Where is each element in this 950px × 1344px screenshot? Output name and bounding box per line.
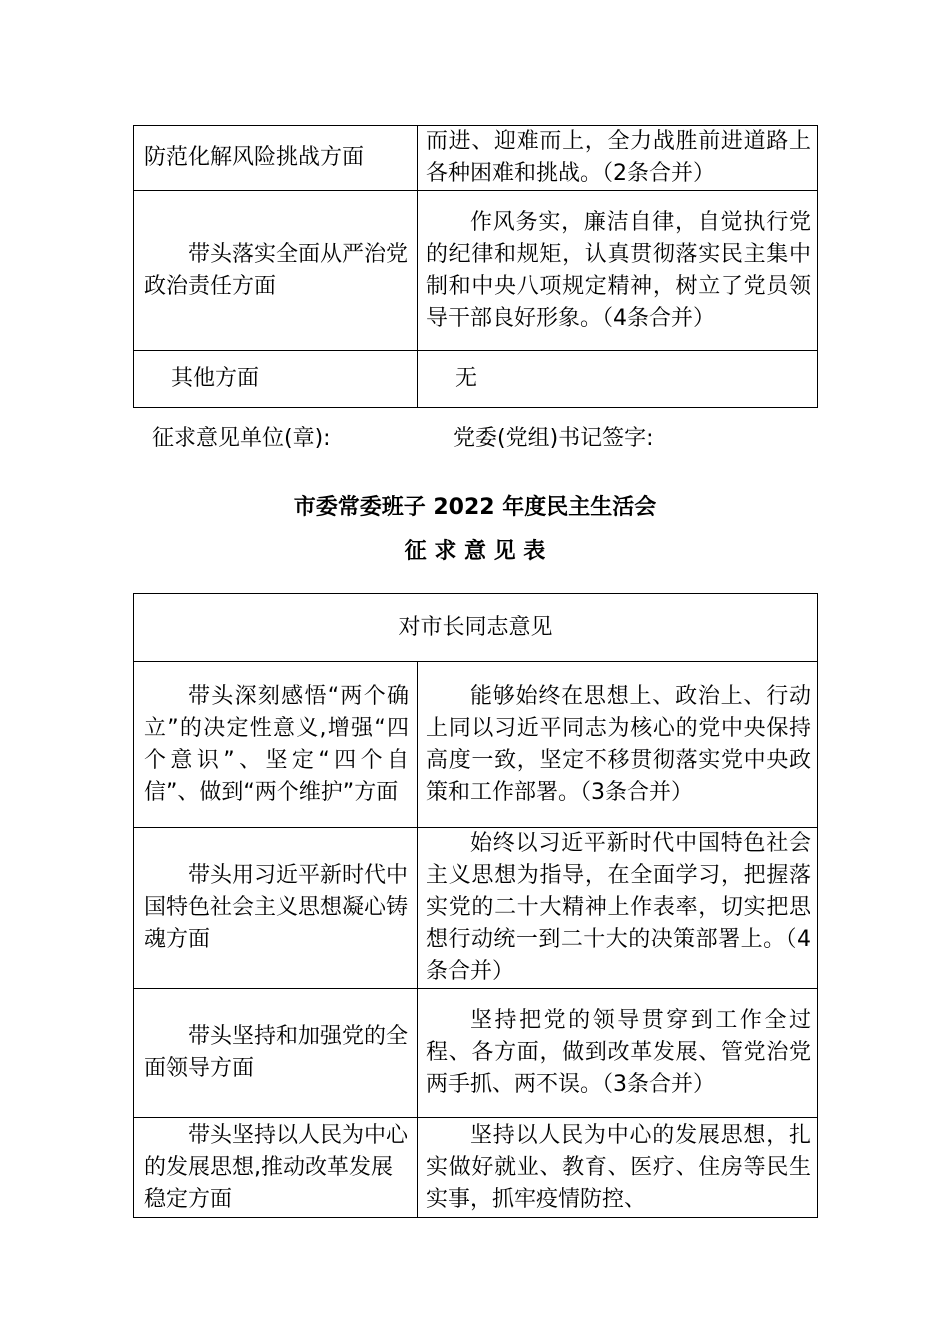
opinion-table: [133, 593, 818, 1218]
table-row: [134, 828, 818, 989]
table-row: [134, 662, 818, 828]
opinion-table-continued: [133, 125, 818, 408]
opinion-cell: 无: [418, 351, 818, 408]
secretary-signature-label: 党委(党组)书记签字:: [453, 426, 654, 451]
aspect-cell: 带头用习近平新时代中国特色社会主义思想凝心铸魂方面: [134, 828, 418, 989]
aspect-cell: 带头坚持以人民为中心的发展思想,推动改革发展稳定方面: [134, 1118, 418, 1218]
table-row: [134, 126, 818, 191]
table-row: [134, 351, 818, 408]
table-header-row: [134, 594, 818, 662]
document-title: 市委常委班子 2022 年度民主生活会: [293, 495, 657, 520]
opinion-cell: 能够始终在思想上、政治上、行动上同以习近平同志为核心的党中央保持高度一致，坚定不移贯彻落实党中央政策和工作部署。（3条合并）: [418, 662, 818, 828]
opinion-cell: 坚持以人民为中心的发展思想，扎实做好就业、教育、医疗、住房等民生实事，抓牢疫情防控、: [418, 1118, 818, 1218]
table-row: [134, 989, 818, 1118]
table-row: [134, 191, 818, 351]
unit-seal-label: 征求意见单位(章):: [152, 426, 331, 451]
table-header: 对市长同志意见: [134, 594, 818, 662]
opinion-cell: 坚持把党的领导贯穿到工作全过程、各方面，做到改革发展、管党治党两手抓、两不误。（3条合并）: [418, 989, 818, 1118]
opinion-cell: 而进、迎难而上，全力战胜前进道路上各种困难和挑战。（2条合并）: [418, 126, 818, 191]
aspect-cell: 防范化解风险挑战方面: [134, 126, 418, 191]
document-subtitle: 征 求 意 见 表: [404, 539, 546, 564]
opinion-cell: 作风务实，廉洁自律，自觉执行党的纪律和规矩，认真贯彻落实民主集中制和中央八项规定精神，树立了党员领导干部良好形象。（4条合并）: [418, 191, 818, 351]
table-row: [134, 1118, 818, 1218]
aspect-cell: 带头深刻感悟“两个确立”的决定性意义,增强“四个意识”、坚定“四个自信”、做到“两个维护”方面: [134, 662, 418, 828]
aspect-cell: 其他方面: [134, 351, 418, 408]
opinion-cell: 始终以习近平新时代中国特色社会主义思想为指导，在全面学习，把握落实党的二十大精神上作表率，切实把思想行动统一到二十大的决策部署上。（4条合并）: [418, 828, 818, 989]
aspect-cell: 带头坚持和加强党的全面领导方面: [134, 989, 418, 1118]
aspect-cell: 带头落实全面从严治党政治责任方面: [134, 191, 418, 351]
